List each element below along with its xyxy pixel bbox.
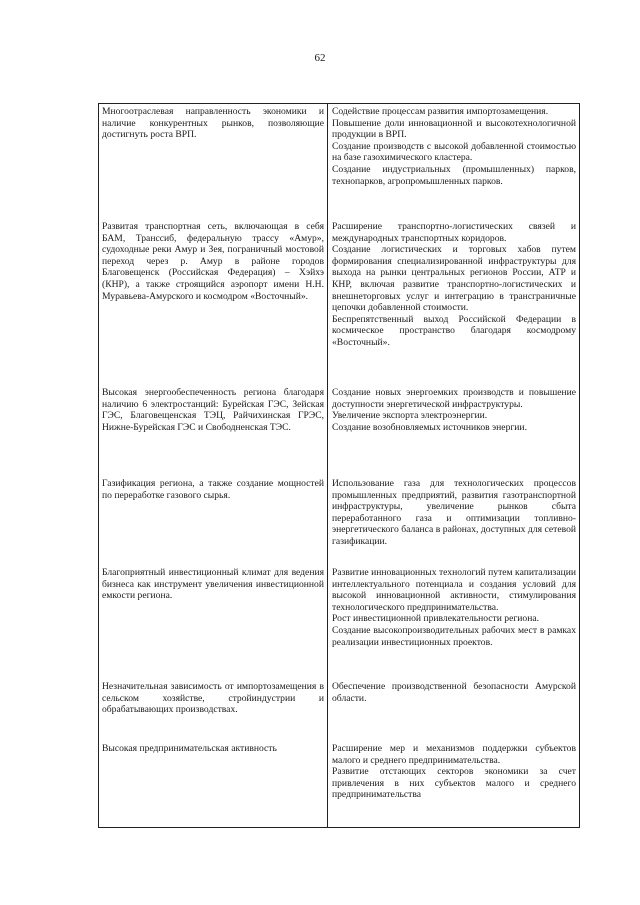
opportunity-item: Создание индустриальных (промышленных) парков, технопарков, агропромышленных парков. bbox=[332, 163, 576, 187]
opportunity-cell bbox=[332, 681, 576, 704]
page-number: 62 bbox=[314, 52, 326, 64]
opportunity-item: Расширение мер и механизмов поддержки субъектов малого и среднего предпринимательства. bbox=[332, 743, 576, 766]
opportunity-cell bbox=[332, 387, 576, 433]
advantage-cell: Незначительная зависимость от импортозамещения в сельском хозяйстве, стройиндустрии и обрабатывающих производствах. bbox=[102, 681, 324, 716]
opportunity-item: Содействие процессам развития импортозамещения. bbox=[332, 106, 549, 117]
opportunity-item: Создание высокопроизводительных рабочих мест в рамках реализации инвестиционных проектов. bbox=[332, 624, 576, 648]
opportunity-item: Создание логистических и торговых хабов путем формирования специализированной инфраструктуры для выхода на рынки центральных регионов России, АТР и КНР, включая развитие транспортно-логистических и внешнеторговых услуг и интеграцию в трансграничные цепочки добавленной стоимости. bbox=[332, 244, 576, 314]
opportunity-item: Беспрепятственный выход Российской Федерации в космическое пространство благодаря космодрому «Восточный». bbox=[332, 313, 576, 348]
opportunity-item: Расширение транспортно-логистических связей и международных транспортных коридоров. bbox=[332, 221, 576, 244]
advantage-cell: Развитая транспортная сеть, включающая в себя БАМ, Транссиб, федеральную трассу «Амур», судоходные реки Амур и Зея, пограничный мостовой переход через р. Амур в районе городов Благовещенск (Российская Федерация) – Хэйхэ (КНР), а также строящийся аэропорт имени Н.Н. Муравьева-Амурского и космодром «Восточный». bbox=[102, 221, 324, 302]
opportunity-item: Развитие отстающих секторов экономики за счет привлечения в них субъектов малого и среднего предпринимательства bbox=[332, 766, 576, 801]
column-divider bbox=[327, 104, 328, 827]
advantage-cell: Газификация региона, а также создание мощностей по переработке газового сырья. bbox=[102, 478, 324, 501]
opportunity-item: Обеспечение производственной безопасности Амурской области. bbox=[332, 681, 576, 704]
opportunity-item: Создание новых энергоемких производств и повышение доступности энергетической инфраструктуры. bbox=[332, 387, 576, 410]
advantage-cell: Благоприятный инвестиционный климат для ведения бизнеса как инструмент увеличения инвестиционной емкости региона. bbox=[102, 567, 324, 602]
opportunity-cell bbox=[332, 478, 576, 548]
opportunity-cell bbox=[332, 221, 576, 349]
opportunity-cell bbox=[332, 567, 576, 648]
opportunity-item: Развитие инновационных технологий путем капитализации интеллектуального потенциала и создания условий для высокой инновационной активности, стимулирования технологического предпринимательства. bbox=[332, 567, 576, 613]
opportunity-item: Повышение доли инновационной и высокотехнологичной продукции в ВРП. bbox=[332, 117, 576, 141]
opportunity-item: Создание возобновляемых источников энергии. bbox=[332, 421, 527, 433]
advantage-cell: Высокая предпринимательская активность bbox=[102, 743, 277, 754]
opportunity-item: Рост инвестиционной привлекательности региона. bbox=[332, 613, 539, 625]
opportunity-cell bbox=[332, 743, 576, 801]
advantage-cell: Многоотраслевая направленность экономики и наличие конкурентных рынков, позволяющие достигнуть роста ВРП. bbox=[102, 106, 324, 141]
advantage-cell: Высокая энергообеспеченность региона благодаря наличию 6 электростанций: Бурейская ГЭС, Зейская ГЭС, Благовещенская ТЭЦ, Райчихинская ГРЭС, Нижне-Бурейская ГЭС и Свободненская ТЭС. bbox=[102, 387, 324, 433]
opportunity-cell bbox=[332, 106, 576, 187]
opportunity-item: Создание производств с высокой добавленной стоимостью на базе газохимического кластера. bbox=[332, 140, 576, 164]
opportunity-item: Увеличение экспорта электроэнергии. bbox=[332, 410, 488, 422]
opportunity-item: Использование газа для технологических процессов промышленных предприятий, развития газотранспортной инфраструктуры, увеличение рынков сбыта переработанного газа и оптимизации топливно-энергетического баланса в районах, доступных для сетевой газификации. bbox=[332, 478, 576, 547]
strategy-table bbox=[98, 103, 580, 828]
